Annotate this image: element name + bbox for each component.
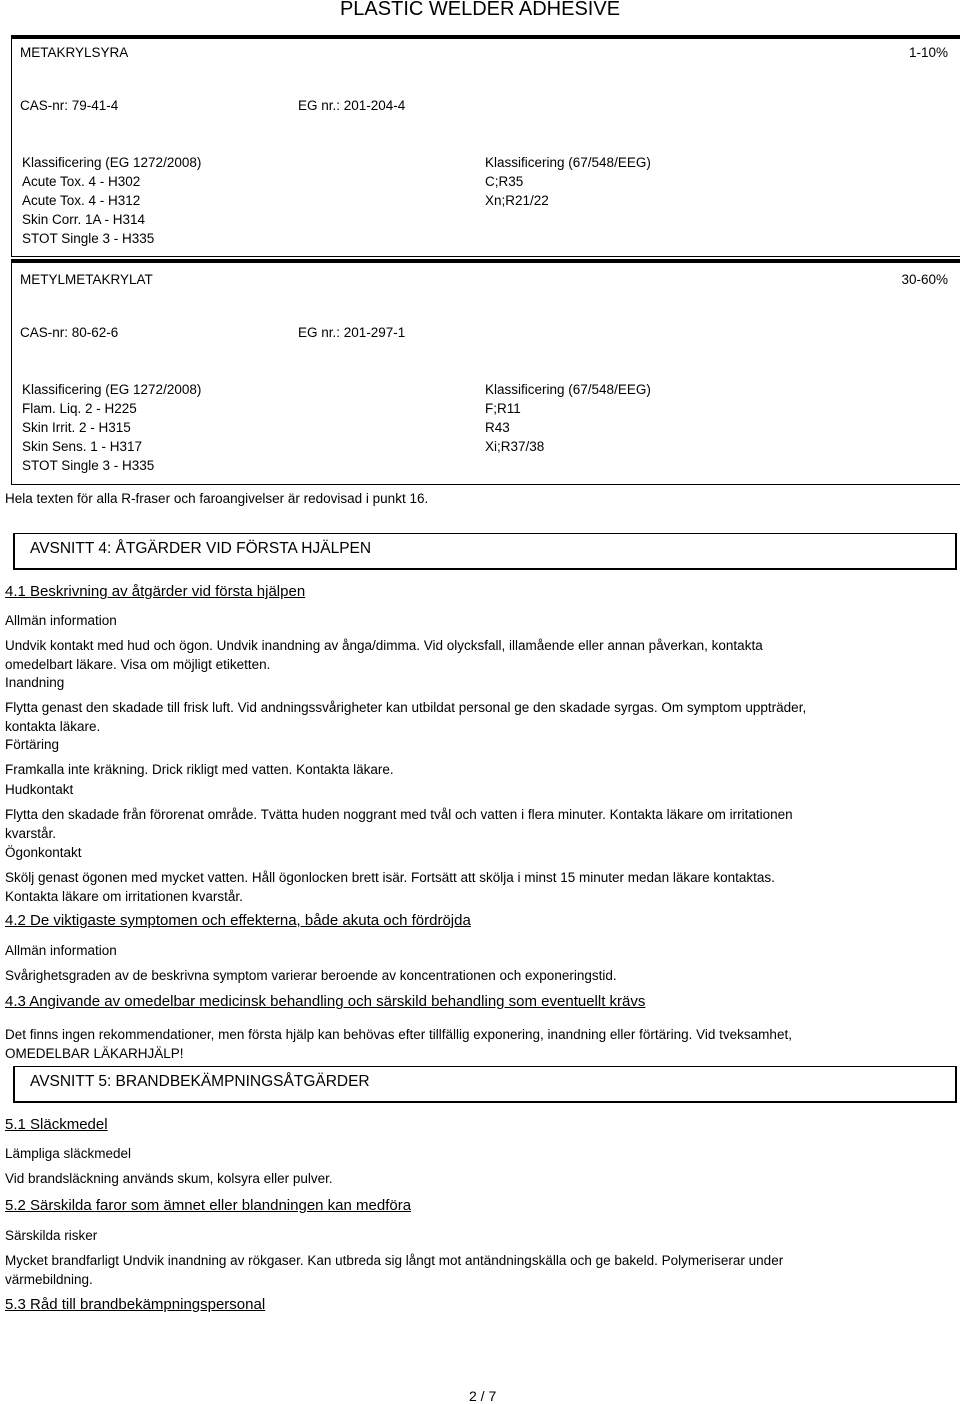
- text-line: Undvik kontakt med hud och ögon. Undvik inandning av ånga/dimma. Vid olycksfall, illamående eller annan påverkan, kontakta: [5, 638, 763, 653]
- eye-contact-label: Ögonkontakt: [5, 845, 82, 860]
- extinguishing-media-text: [5, 1169, 333, 1188]
- document-title: PLASTIC WELDER ADHESIVE: [339, 0, 621, 20]
- clp-line: Acute Tox. 4 - H302: [22, 174, 141, 189]
- substance-1-name: METAKRYLSYRA: [20, 45, 129, 60]
- substance-2-clp-classification: [22, 380, 201, 475]
- substance-1-cas: CAS-nr: 79-41-4: [20, 98, 119, 113]
- subsection-5-3-title: 5.3 Råd till brandbekämpningspersonal: [5, 1296, 266, 1313]
- extinguishing-media-label: Lämpliga släckmedel: [5, 1146, 132, 1161]
- substance-2-eg: EG nr.: 201-297-1: [298, 325, 406, 340]
- sub3-text: [5, 1025, 792, 1063]
- r-phrase-note: Hela texten för alla R-fraser och faroangivelser är redovisad i punkt 16.: [5, 491, 429, 506]
- page-number: 2 / 7: [469, 1388, 497, 1404]
- clp-line: Skin Corr. 1A - H314: [22, 212, 146, 227]
- text-line: Flytta den skadade från förorenat område. Tvätta huden noggrant med tvål och vatten i flera minuter. Kontakta läkare om irritationen: [5, 807, 793, 822]
- clp-line: Skin Irrit. 2 - H315: [22, 420, 131, 435]
- sub2-general-label: Allmän information: [5, 943, 117, 958]
- text-line: OMEDELBAR LÄKARHJÄLP!: [5, 1046, 184, 1061]
- eeg-line: R43: [485, 420, 510, 435]
- text-line: Vid brandsläckning används skum, kolsyra eller pulver.: [5, 1171, 333, 1186]
- subsection-5-1-title: 5.1 Släckmedel: [5, 1116, 108, 1133]
- special-hazards-label: Särskilda risker: [5, 1228, 98, 1243]
- substance-2-percent: 30-60%: [901, 272, 948, 287]
- clp-line: Klassificering (EG 1272/2008): [22, 155, 202, 170]
- subsection-4-3-title: 4.3 Angivande av omedelbar medicinsk behandling och särskild behandling som eventuellt krävs: [5, 993, 646, 1010]
- substance-1-clp-classification: [22, 153, 201, 248]
- text-line: Svårighetsgraden av de beskrivna symptom varierar beroende av koncentrationen och exponeringstid.: [5, 968, 617, 983]
- substance-1-eeg-classification: [485, 153, 651, 210]
- eeg-line: Xn;R21/22: [485, 193, 549, 208]
- sub2-general-text: [5, 966, 617, 985]
- substance-1-percent: 1-10%: [908, 45, 948, 60]
- clp-line: Skin Sens. 1 - H317: [22, 439, 143, 454]
- text-line: Framkalla inte kräkning. Drick rikligt med vatten. Kontakta läkare.: [5, 762, 394, 777]
- eeg-line: Xi;R37/38: [485, 439, 545, 454]
- subsection-5-2-title: 5.2 Särskilda faror som ämnet eller blandningen kan medföra: [5, 1197, 412, 1214]
- text-line: Det finns ingen rekommendationer, men första hjälp kan behövas efter tillfällig exponering, inandning eller förtäring. Vid tveksamhet,: [5, 1027, 792, 1042]
- clp-line: STOT Single 3 - H335: [22, 458, 155, 473]
- section-5-heading: AVSNITT 5: BRANDBEKÄMPNINGSÅTGÄRDER: [30, 1073, 370, 1090]
- clp-line: STOT Single 3 - H335: [22, 231, 155, 246]
- special-hazards-text: [5, 1251, 783, 1289]
- general-info-label: Allmän information: [5, 613, 117, 628]
- text-line: Mycket brandfarligt Undvik inandning av rökgaser. Kan utbreda sig långt mot antändningskälla och ge bakeld. Polymeriserar under: [5, 1253, 784, 1268]
- skin-contact-text: [5, 805, 793, 843]
- substance-1-eg: EG nr.: 201-204-4: [298, 98, 406, 113]
- section-4-heading: AVSNITT 4: ÅTGÄRDER VID FÖRSTA HJÄLPEN: [30, 540, 372, 557]
- text-line: kvarstår.: [5, 826, 57, 841]
- subsection-4-1-title: 4.1 Beskrivning av åtgärder vid första hjälpen: [5, 583, 306, 600]
- text-line: värmebildning.: [5, 1272, 93, 1287]
- general-info-text: [5, 636, 763, 674]
- skin-contact-label: Hudkontakt: [5, 782, 74, 797]
- eeg-line: F;R11: [485, 401, 521, 416]
- eeg-line: Klassificering (67/548/EEG): [485, 382, 651, 397]
- substance-2-cas: CAS-nr: 80-62-6: [20, 325, 119, 340]
- substance-2-name: METYLMETAKRYLAT: [20, 272, 153, 287]
- inhalation-text: [5, 698, 806, 736]
- clp-line: Klassificering (EG 1272/2008): [22, 382, 202, 397]
- text-line: Flytta genast den skadade till frisk luft. Vid andningssvårigheter kan utbildat personal ge den skadade syrgas. Om symptom uppträder,: [5, 700, 807, 715]
- text-line: Kontakta läkare om irritationen kvarstår.: [5, 889, 243, 904]
- clp-line: Acute Tox. 4 - H312: [22, 193, 141, 208]
- eeg-line: C;R35: [485, 174, 524, 189]
- text-line: omedelbart läkare. Visa om möjligt etiketten.: [5, 657, 271, 672]
- ingestion-text: [5, 760, 394, 779]
- subsection-4-2-title: 4.2 De viktigaste symptomen och effekterna, både akuta och fördröjda: [5, 912, 471, 929]
- eye-contact-text: [5, 868, 775, 906]
- clp-line: Flam. Liq. 2 - H225: [22, 401, 137, 416]
- text-line: Skölj genast ögonen med mycket vatten. Håll ögonlocken brett isär. Fortsätt att skölja i minst 15 minuter medan läkare kontaktas.: [5, 870, 775, 885]
- eeg-line: Klassificering (67/548/EEG): [485, 155, 651, 170]
- ingestion-label: Förtäring: [5, 737, 60, 752]
- substance-2-eeg-classification: [485, 380, 651, 456]
- inhalation-label: Inandning: [5, 675, 65, 690]
- text-line: kontakta läkare.: [5, 719, 101, 734]
